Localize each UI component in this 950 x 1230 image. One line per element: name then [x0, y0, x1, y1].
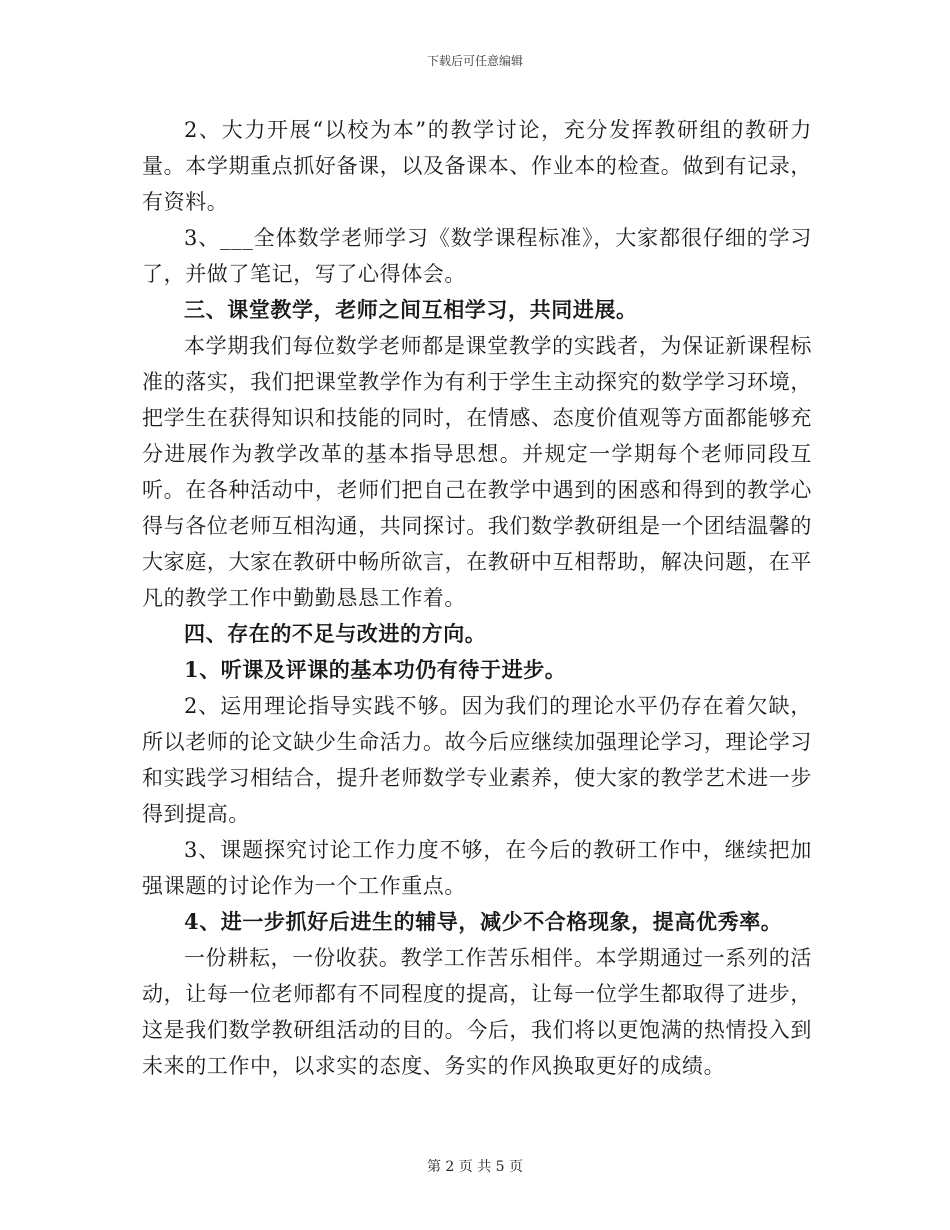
- paragraph-teaching-discussion: 2、大力开展“以校为本”的教学讨论，充分发挥教研组的教研力量。本学期重点抓好备课，以及备课本、作业本的检查。做到有记录，有资料。: [142, 118, 812, 214]
- paragraph-research-projects: 3、课题探究讨论工作力度不够，在今后的教研工作中，继续把加强课题的讨论作为一个工作重点。: [142, 838, 812, 898]
- paragraph-classroom-teaching: 本学期我们每位数学老师都是课堂教学的实践者，为保证新课程标准的落实，我们把课堂教学作为有利于学生主动探究的数学学习环境，把学生在获得知识和技能的同时，在情感、态度价值观等方面都能够充分进展作为教学改革的基本指导思想。并规定一学期每个老师同段互听。在各种活动中，老师们把自己在教学中遇到的困惑和得到的教学心得与各位老师互相沟通，共同探讨。我们数学教研组是一个团结温馨的大家庭，大家在教研中畅所欲言，在教研中互相帮助，解决问题，在平凡的教学工作中勤勤恳恳工作着。: [142, 334, 812, 610]
- document-body: [142, 112, 812, 1084]
- paragraph-theory-practice: 2、运用理论指导实践不够。因为我们的理论水平仍存在着欠缺，所以老师的论文缺少生命活力。故今后应继续加强理论学习，理论学习和实践学习相结合，提升老师数学专业素养，使大家的教学艺术进一步得到提高。: [142, 694, 812, 826]
- paragraph-curriculum-study: 3、___全体数学老师学习《数学课程标准》，大家都很仔细的学习了，并做了笔记，写了心得体会。: [142, 226, 812, 286]
- paragraph-conclusion: 一份耕耘，一份收获。教学工作苦乐相伴。本学期通过一系列的活动，让每一位老师都有不同程度的提高，让每一位学生都取得了进步，这是我们数学教研组活动的目的。今后，我们将以更饱满的热情投入到未来的工作中，以求实的态度、务实的作风换取更好的成绩。: [142, 946, 812, 1078]
- page-header-note: 下载后可任意编辑: [426, 54, 523, 68]
- subheading-lesson-evaluation: 1、听课及评课的基本功仍有待于进步。: [184, 657, 567, 682]
- page-number-footer: 第 2 页 共 5 页: [426, 1159, 524, 1175]
- section-heading-classroom-teaching: 三、课堂教学，老师之间互相学习，共同进展。: [184, 297, 638, 322]
- section-heading-shortcomings: 四、存在的不足与改进的方向。: [184, 621, 487, 646]
- subheading-student-tutoring: 4、进一步抓好后进生的辅导，减少不合格现象，提高优秀率。: [184, 909, 783, 934]
